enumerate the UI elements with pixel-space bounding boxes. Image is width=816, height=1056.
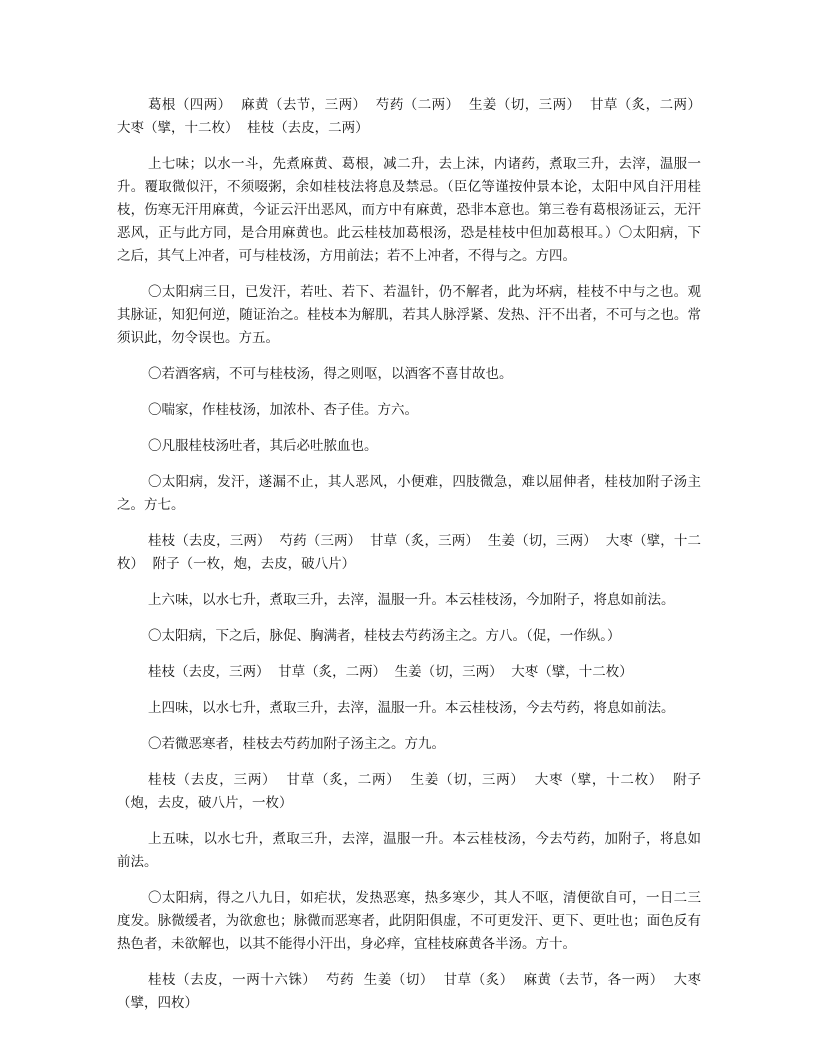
recipe-instructions: 上五味，以水七升，煮取三升，去滓，温服一升。本云桂枝汤，今去芍药，加附子，将息如前法。 bbox=[117, 831, 701, 870]
article-paragraph: 〇太阳病，下之后，脉促、胸满者，桂枝去芍药汤主之。方八。（促，一作纵。） bbox=[148, 628, 621, 644]
recipe-instructions: 上六味，以水七升，煮取三升，去滓，温服一升。本云桂枝汤，今加附子，将息如前法。 bbox=[148, 592, 675, 608]
recipe-ingredients: 葛根（四两） 麻黄（去节，三两） 芍药（二两） 生姜（切，三两） 甘草（炙，二两） 大枣（擘，十二枚） 桂枝（去皮，二两） bbox=[117, 97, 710, 136]
article-paragraph: 〇太阳病，得之八九日，如疟状，发热恶寒，热多寒少，其人不呕，清便欲自可，一日二三度发。脉微缓者，为欲愈也；脉微而恶寒者，此阴阳俱虚，不可更发汗、更下、更吐也；面色反有热色者，未欲解也，以其不能得小汗出，身必痒，宜桂枝麻黄各半汤。方十。 bbox=[117, 890, 701, 952]
recipe-ingredients: 桂枝（去皮，三两） 甘草（炙，二两） 生姜（切，三两） 大枣（擘，十二枚） 附子（炮，去皮，破八片，一枚） bbox=[117, 772, 701, 811]
article-paragraph: 〇太阳病，发汗，遂漏不止，其人恶风，小便难，四肢微急，难以屈伸者，桂枝加附子汤主之。方七。 bbox=[117, 474, 701, 513]
document-body bbox=[117, 94, 710, 1028]
article-paragraph: 〇凡服桂枝汤吐者，其后必吐脓血也。 bbox=[148, 438, 378, 454]
recipe-instructions: 上七味；以水一斗，先煮麻黄、葛根，减二升，去上沫，内诸药，煮取三升，去滓，温服一升。覆取微似汗，不须啜粥，余如桂枝法将息及禁忌。（臣亿等谨按仲景本论，太阳中风自汗用桂枝，伤寒无汗用麻黄，今证云汗出恶风，而方中有麻黄，恐非本意也。第三卷有葛根汤证云，无汗恶风，正与此方同，是合用麻黄也。此云桂枝加葛根汤，恐是桂枝中但加葛根耳。）〇太阳病，下之后，其气上冲者，可与桂枝汤，方用前法；若不上冲者，不得与之。方四。 bbox=[117, 156, 701, 264]
recipe-ingredients: 桂枝（去皮，一两十六铢） 芍药 生姜（切） 甘草（炙） 麻黄（去节，各一两） 大枣（擘，四枚） bbox=[117, 972, 701, 1011]
article-paragraph: 〇若酒客病，不可与桂枝汤，得之则呕，以酒客不喜甘故也。 bbox=[148, 366, 513, 382]
article-paragraph: 〇若微恶寒者，桂枝去芍药加附子汤主之。方九。 bbox=[148, 736, 445, 752]
article-paragraph: 〇太阳病三日，已发汗，若吐、若下、若温针，仍不解者，此为坏病，桂枝不中与之也。观其脉证，知犯何逆，随证治之。桂枝本为解肌，若其人脉浮紧、发热、汗不出者，不可与之也。常须识此，勿令误也。方五。 bbox=[117, 284, 701, 346]
recipe-instructions: 上四味，以水七升，煮取三升，去滓，温服一升。本云桂枝汤，今去芍药，将息如前法。 bbox=[148, 700, 675, 716]
recipe-ingredients: 桂枝（去皮，三两） 芍药（三两） 甘草（炙，三两） 生姜（切，三两） 大枣（擘，十二枚） 附子（一枚，炮，去皮，破八片） bbox=[117, 533, 701, 572]
article-paragraph: 〇喘家，作桂枝汤，加浓朴、杏子佳。方六。 bbox=[148, 402, 418, 418]
recipe-ingredients: 桂枝（去皮，三两） 甘草（炙，二两） 生姜（切，三两） 大枣（擘，十二枚） bbox=[148, 664, 633, 680]
